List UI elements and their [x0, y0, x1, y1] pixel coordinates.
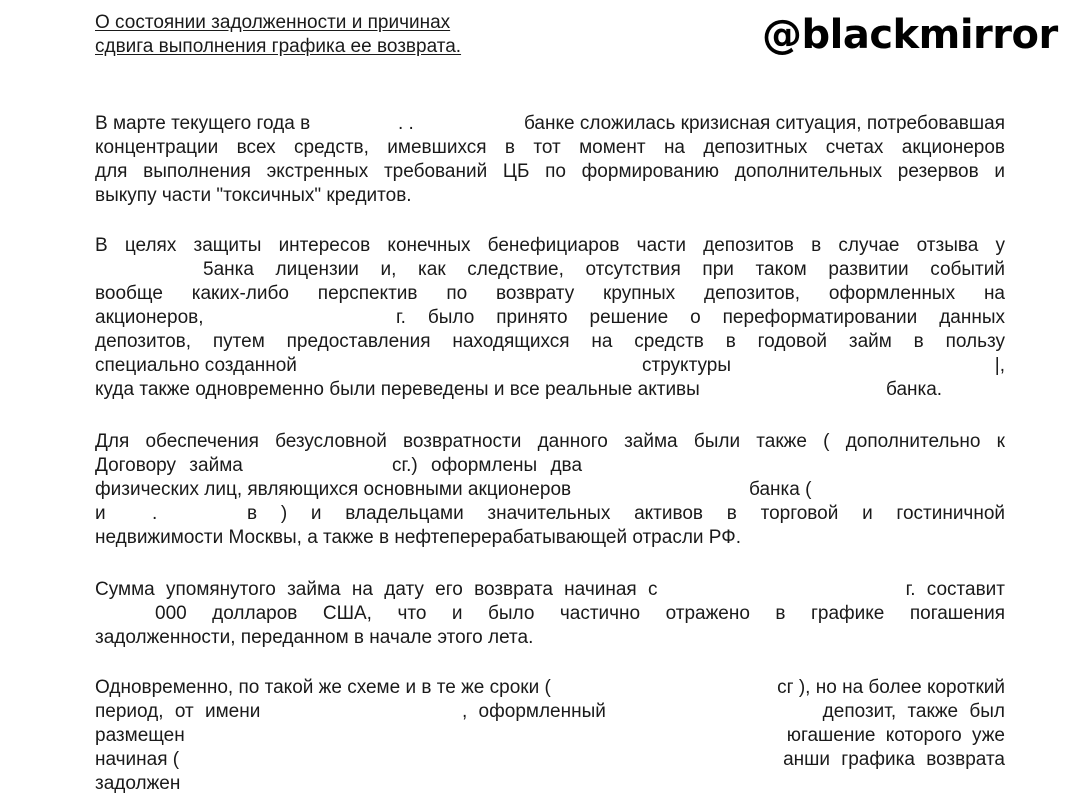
text-line: задолжен	[95, 773, 181, 794]
text-line: депозитов, путем предоставления находящихся на средств в годовой займ в пользу	[95, 331, 1005, 352]
document-title-line-1: О состоянии задолженности и причинах	[95, 12, 451, 33]
text-line: задолженности, переданном в начале этого лета.	[95, 627, 534, 648]
text-line: 5анка лицензии и, как следствие, отсутствия при таком развитии событий	[203, 259, 1005, 280]
text-line: период, от имени , оформленный депозит, также был	[95, 701, 1005, 722]
text-line: выкупу части "токсичных" кредитов.	[95, 185, 412, 206]
redacted-fragment: |,	[994, 355, 1005, 376]
redacted-fragment: .	[152, 503, 158, 524]
text-line: Сумма упомянутого займа на дату его возврата начиная с г. составит	[95, 579, 1005, 600]
text-line: Договору займа сг.) оформлены два	[95, 455, 583, 476]
redacted-fragment: . .	[398, 113, 414, 134]
text-line: вообще каких-либо перспектив по возврату крупных депозитов, оформленных на	[95, 283, 1005, 304]
text-line: размещен югашение которого уже	[95, 725, 1005, 746]
text-line: специально созданной структуры |,	[95, 355, 1005, 376]
text-line: для выполнения экстренных требований ЦБ по формированию дополнительных резервов и	[95, 161, 1005, 182]
text-line: и . в ) и владельцами значительных активов в торговой и гостиничной	[95, 503, 1005, 524]
text-line: акционеров, г. было принято решение о переформатировании данных	[95, 307, 1005, 328]
document-title-line-2: сдвига выполнения графика ее возврата.	[95, 36, 462, 57]
text-line: 000 долларов США, что и было частично отражено в графике погашения	[155, 603, 1005, 624]
text-line: физических лиц, являющихся основными акционеров банка (	[95, 479, 812, 500]
watermark-handle: @blackmirror	[762, 12, 1058, 58]
text-line: куда также одновременно были переведены и все реальные активы банка.	[95, 379, 943, 400]
text-line: Для обеспечения безусловной возвратности данного займа были также ( дополнительно к	[95, 431, 1005, 452]
text-line: недвижимости Москвы, а также в нефтеперерабатывающей отрасли РФ.	[95, 527, 741, 548]
text-line: В целях защиты интересов конечных бенефициаров части депозитов в случае отзыва у	[95, 235, 1005, 256]
text-line: начиная ( анши графика возврата	[95, 749, 1005, 770]
text-line: Одновременно, по такой же схеме и в те же сроки ( сг ), но на более короткий	[95, 677, 1005, 698]
text-line: концентрации всех средств, имевшихся в тот момент на депозитных счетах акционеров	[95, 137, 1005, 158]
text-line: В марте текущего года в . . банке сложилась кризисная ситуация, потребовавшая	[95, 113, 1005, 134]
